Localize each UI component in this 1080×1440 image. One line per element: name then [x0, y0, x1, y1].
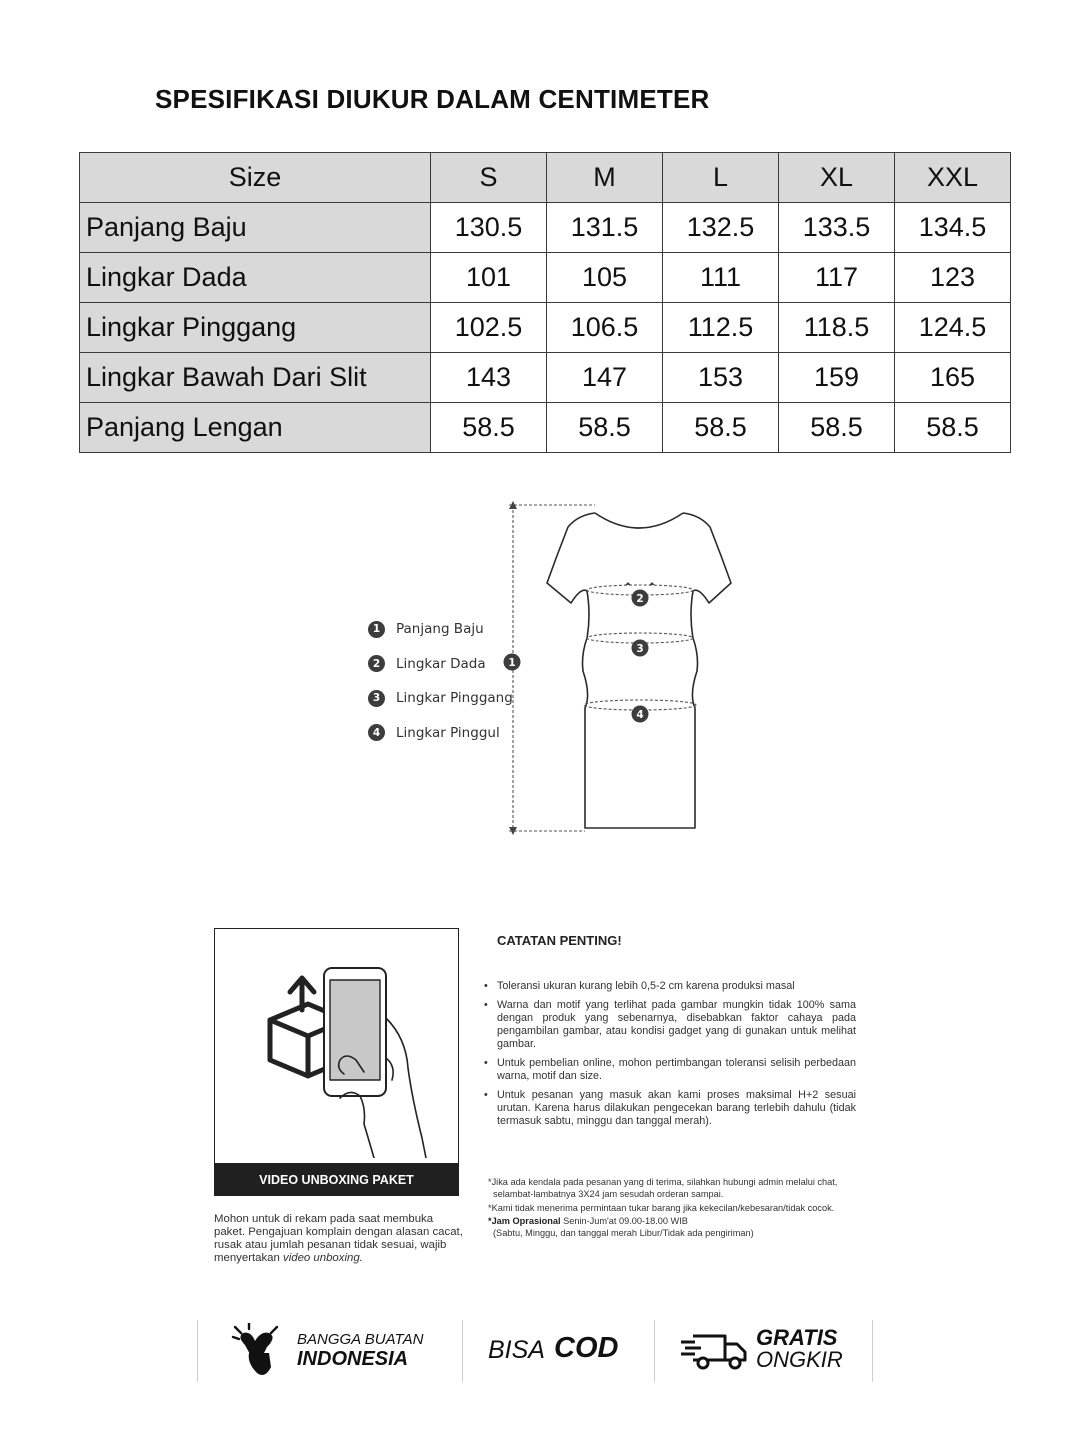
hours-label: *Jam Oprasional — [488, 1216, 561, 1226]
legend-label: Lingkar Pinggang — [396, 690, 513, 707]
phone-icon — [324, 968, 386, 1096]
number-badge: 1 — [368, 621, 385, 638]
table-cell: 112.5 — [663, 303, 779, 353]
heart-hand-icon — [227, 1323, 287, 1381]
table-cell: 118.5 — [779, 303, 895, 353]
row-label: Panjang Lengan — [80, 403, 431, 453]
unboxing-text-main: Mohon untuk di rekam pada saat membuka paket. Pengajuan komplain dengan alasan cacat, rusak atau jumlah pesanan tidak sesuai, wajib menyertakan — [214, 1213, 463, 1264]
table-cell: 131.5 — [547, 203, 663, 253]
badge-bangga-line1: BANGGA BUATAN — [297, 1331, 424, 1348]
row-label: Lingkar Bawah Dari Slit — [80, 353, 431, 403]
list-item: • Toleransi ukuran kurang lebih 0,5-2 cm karena produksi masal — [484, 980, 856, 993]
header-cell: XXL — [895, 153, 1011, 203]
diagram-marker: 3 — [636, 643, 644, 655]
legend-item — [368, 647, 516, 682]
table-row — [80, 303, 1011, 353]
divider — [462, 1320, 463, 1382]
table-cell: 165 — [895, 353, 1011, 403]
header-cell: XL — [779, 153, 895, 203]
number-badge: 3 — [368, 690, 385, 707]
size-table — [79, 152, 1011, 453]
hours-line — [488, 1215, 878, 1227]
table-cell: 58.5 — [663, 403, 779, 453]
table-cell: 58.5 — [431, 403, 547, 453]
feature-badges — [197, 1320, 873, 1382]
table-cell: 147 — [547, 353, 663, 403]
table-cell: 58.5 — [895, 403, 1011, 453]
number-badge: 4 — [368, 724, 385, 741]
fine-note: *Jika ada kendala pada pesanan yang di terima, silahkan hubungi admin melalui chat, selambat-lambatnya 3X24 jam sesudah orderan sampai. — [488, 1177, 838, 1199]
list-item: • Untuk pesanan yang masuk akan kami proses maksimal H+2 sesuai urutan. Karena harus dilakukan pengecekan barang terlebih dahulu (tidak termasuk sabtu, minggu dan tanggal merah). — [484, 1089, 856, 1128]
table-cell: 124.5 — [895, 303, 1011, 353]
badge-gratis-line1: GRATIS — [756, 1325, 838, 1350]
legend-item — [368, 612, 513, 647]
badge-bangga-line2: INDONESIA — [297, 1348, 409, 1370]
table-cell: 143 — [431, 353, 547, 403]
diagram-marker: 2 — [636, 593, 644, 605]
hours-note: (Sabtu, Minggu, dan tanggal merah Libur/Tidak ada pengiriman) — [493, 1228, 754, 1238]
unboxing-label: VIDEO UNBOXING PAKET — [214, 1163, 459, 1196]
table-cell: 132.5 — [663, 203, 779, 253]
diagram-marker: 1 — [508, 657, 516, 669]
legend-label: Lingkar Dada — [396, 655, 486, 672]
table-row — [80, 403, 1011, 453]
divider — [872, 1320, 873, 1382]
hours-value: Senin-Jum'at 09.00-18.00 WIB — [563, 1216, 688, 1226]
table-cell: 58.5 — [779, 403, 895, 453]
header-cell: S — [431, 153, 547, 203]
divider — [654, 1320, 655, 1382]
header-cell: M — [547, 153, 663, 203]
legend-item — [368, 716, 513, 751]
table-cell: 102.5 — [431, 303, 547, 353]
table-cell: 106.5 — [547, 303, 663, 353]
header-cell: L — [663, 153, 779, 203]
table-row — [80, 253, 1011, 303]
table-header-row — [80, 153, 1011, 203]
unboxing-illustration — [240, 948, 440, 1158]
fine-note: *Kami tidak menerima permintaan tukar barang jika kekecilan/kebesaran/tidak cocok. — [488, 1203, 835, 1213]
table-cell: 117 — [779, 253, 895, 303]
table-row — [80, 203, 1011, 253]
table-row — [80, 353, 1011, 403]
table-cell: 111 — [663, 253, 779, 303]
table-cell: 105 — [547, 253, 663, 303]
fine-print — [488, 1176, 878, 1239]
legend-item — [368, 681, 513, 716]
table-cell: 153 — [663, 353, 779, 403]
list-item: • Warna dan motif yang terlihat pada gambar mungkin tidak 100% sama dengan produk yang sebenarnya, disebabkan faktor cahaya pada pengambilan gambar, atau kondisi gadget yang di gunakan untuk melihat gambar. — [484, 999, 856, 1051]
number-badge: 2 — [368, 655, 385, 672]
unboxing-text — [214, 1213, 464, 1265]
notes-title: CATATAN PENTING! — [497, 933, 622, 948]
header-cell: Size — [80, 153, 431, 203]
badge-cod-prefix: BISA — [488, 1336, 545, 1364]
legend-label: Panjang Baju — [396, 621, 484, 638]
list-item: • Untuk pembelian online, mohon pertimbangan toleransi selisih perbedaan warna, motif dan size. — [484, 1057, 856, 1083]
dress-outline — [547, 513, 731, 828]
table-cell: 159 — [779, 353, 895, 403]
table-cell: 101 — [431, 253, 547, 303]
table-cell: 58.5 — [547, 403, 663, 453]
row-label: Panjang Baju — [80, 203, 431, 253]
diagram-marker: 4 — [636, 709, 644, 721]
divider — [197, 1320, 198, 1382]
table-cell: 123 — [895, 253, 1011, 303]
table-cell: 130.5 — [431, 203, 547, 253]
row-label: Lingkar Pinggang — [80, 303, 431, 353]
badge-gratis-line2: ONGKIR — [756, 1347, 843, 1372]
page-title: SPESIFIKASI DIUKUR DALAM CENTIMETER — [155, 84, 710, 114]
notes-list — [484, 980, 856, 1134]
legend-label: Lingkar Pinggul — [396, 724, 500, 741]
row-label: Lingkar Dada — [80, 253, 431, 303]
measurement-legend — [368, 612, 516, 750]
neckline — [595, 513, 683, 528]
dress-measurement-diagram — [495, 495, 740, 840]
table-cell: 134.5 — [895, 203, 1011, 253]
unboxing-text-emphasis: video unboxing. — [283, 1252, 363, 1264]
delivery-truck-icon — [681, 1330, 751, 1372]
badge-cod-main: COD — [554, 1332, 619, 1364]
table-cell: 133.5 — [779, 203, 895, 253]
